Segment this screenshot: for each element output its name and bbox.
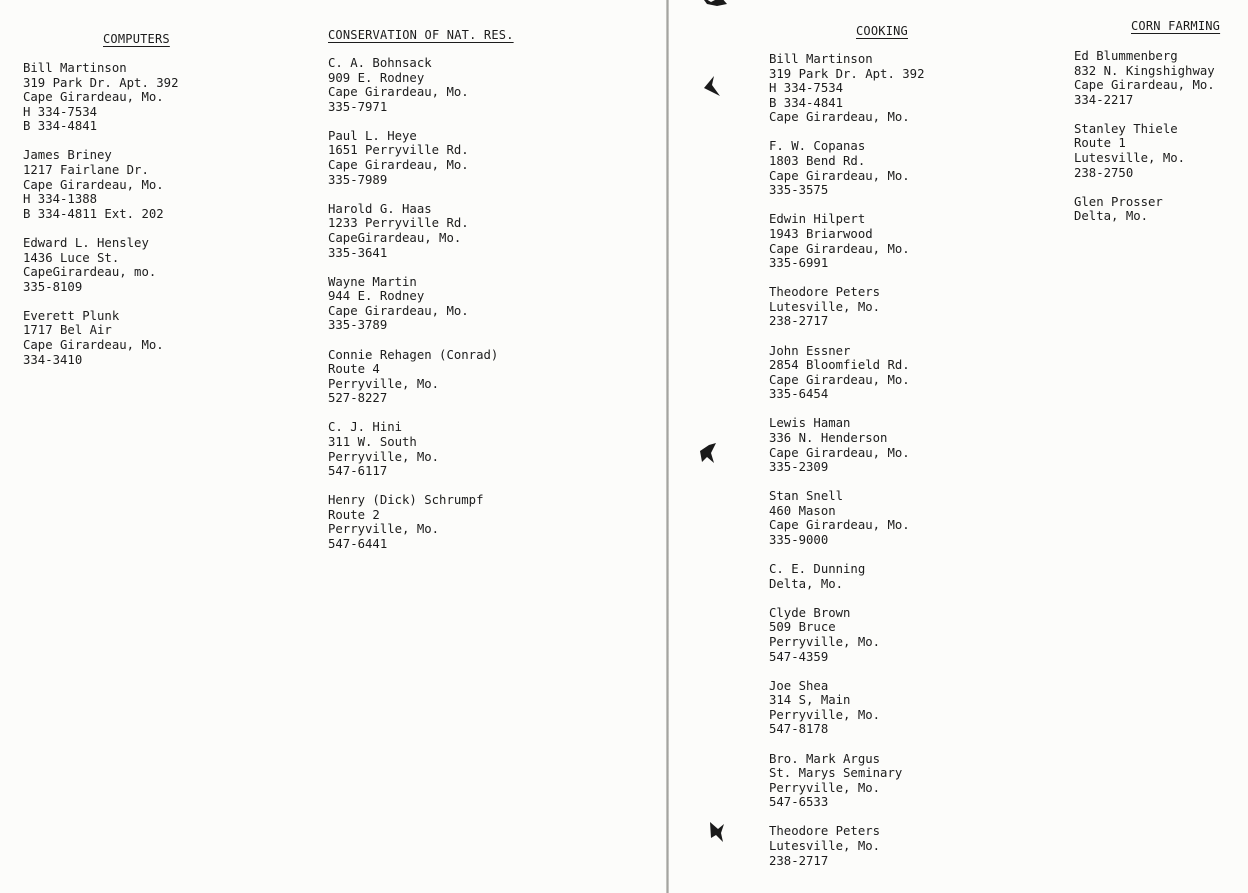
contact-name: Edwin Hilpert bbox=[769, 212, 866, 227]
contact-line: 334-2217 bbox=[1074, 92, 1134, 107]
contact-entry bbox=[769, 752, 924, 810]
contact-name: Bro. Mark Argus bbox=[769, 751, 881, 766]
contact-line: 1717 Bel Air bbox=[23, 323, 112, 338]
contact-line: Cape Girardeau, Mo. bbox=[769, 372, 910, 387]
section-heading-corn-farming: CORN FARMING bbox=[1131, 19, 1221, 33]
contact-line: Cape Girardeau, Mo. bbox=[769, 168, 910, 183]
contact-line: CapeGirardeau, Mo. bbox=[328, 230, 462, 245]
contact-line: 335-3789 bbox=[328, 318, 388, 333]
contact-name: Theodore Peters bbox=[769, 285, 881, 300]
contact-entry bbox=[23, 148, 178, 221]
contact-entry bbox=[1074, 49, 1215, 107]
contact-line: 1803 Bend Rd. bbox=[769, 154, 866, 169]
contact-line: Cape Girardeau, Mo. bbox=[23, 177, 164, 192]
corn-farming-column bbox=[1074, 49, 1215, 238]
punch-hole-icon bbox=[702, 74, 722, 98]
contact-entry bbox=[769, 344, 924, 402]
contact-name: Glen Prosser bbox=[1074, 194, 1163, 209]
contact-entry bbox=[769, 139, 924, 197]
contact-name: Everett Plunk bbox=[23, 308, 120, 323]
contact-line: 1436 Luce St. bbox=[23, 250, 120, 265]
contact-line: Perryville, Mo. bbox=[769, 635, 881, 649]
contact-line: 547-6117 bbox=[328, 464, 388, 479]
contact-line: Perryville, Mo. bbox=[328, 449, 440, 464]
contact-line: 335-2309 bbox=[769, 460, 829, 475]
contact-line: 944 E. Rodney bbox=[328, 289, 425, 304]
contact-entry bbox=[23, 236, 178, 294]
section-heading-conservation: CONSERVATION OF NAT. RES. bbox=[328, 28, 514, 42]
contact-line: Lutesville, Mo. bbox=[1074, 151, 1186, 166]
contact-name: Connie Rehagen (Conrad) bbox=[328, 347, 499, 362]
contact-line: 1217 Fairlane Dr. bbox=[23, 163, 149, 178]
contact-name: Edward L. Hensley bbox=[23, 235, 149, 250]
punch-hole-icon bbox=[699, 0, 729, 8]
contact-line: 335-9000 bbox=[769, 533, 829, 548]
contact-line: Perryville, Mo. bbox=[328, 522, 440, 537]
contact-line: CapeGirardeau, mo. bbox=[23, 265, 157, 280]
contact-line: 335-7989 bbox=[328, 172, 388, 187]
contact-line: 460 Mason bbox=[769, 503, 836, 518]
contact-line: 909 E. Rodney bbox=[328, 70, 425, 85]
contact-line: 334-3410 bbox=[23, 352, 83, 367]
contact-name: Ed Blummenberg bbox=[1074, 49, 1178, 63]
contact-line: Route 2 bbox=[328, 507, 380, 522]
contact-entry bbox=[1074, 122, 1215, 180]
contact-line: 319 Park Dr. Apt. 392 bbox=[769, 66, 925, 81]
contact-line: 238-2717 bbox=[769, 853, 829, 868]
contact-line: 509 Bruce bbox=[769, 620, 836, 635]
contact-line: Lutesville, Mo. bbox=[769, 839, 881, 854]
contact-entry bbox=[328, 202, 498, 260]
contact-entry bbox=[769, 212, 924, 270]
contact-line: Cape Girardeau, Mo. bbox=[769, 110, 910, 125]
contact-line: Route 4 bbox=[328, 362, 380, 377]
contact-line: H 334-7534 bbox=[769, 81, 844, 96]
contact-line: 335-6454 bbox=[769, 387, 829, 402]
contact-line: Cape Girardeau, Mo. bbox=[769, 518, 910, 533]
contact-name: Theodore Peters bbox=[769, 824, 881, 839]
contact-entry bbox=[769, 562, 924, 591]
contact-line: 2854 Bloomfield Rd. bbox=[769, 358, 910, 373]
contact-line: 311 W. South bbox=[328, 434, 417, 449]
contact-line: B 334-4841 bbox=[23, 119, 98, 134]
contact-entry bbox=[328, 56, 498, 114]
contact-line: 335-3641 bbox=[328, 245, 388, 260]
computers-column bbox=[23, 61, 178, 382]
contact-line: Cape Girardeau, Mo. bbox=[769, 445, 910, 460]
contact-line: 238-2750 bbox=[1074, 165, 1134, 180]
section-heading-computers: COMPUTERS bbox=[103, 32, 170, 46]
contact-name: John Essner bbox=[769, 343, 851, 358]
contact-entry bbox=[769, 52, 924, 125]
contact-line: 314 S, Main bbox=[769, 693, 851, 708]
contact-line: Perryville, Mo. bbox=[769, 707, 881, 722]
contact-line: 238-2717 bbox=[769, 314, 829, 329]
contact-entry bbox=[769, 606, 924, 664]
contact-line: Cape Girardeau, Mo. bbox=[328, 303, 469, 318]
contact-name: Bill Martinson bbox=[769, 52, 873, 66]
contact-line: 832 N. Kingshighway bbox=[1074, 63, 1215, 78]
contact-line: 1943 Briarwood bbox=[769, 226, 873, 241]
contact-name: Wayne Martin bbox=[328, 274, 417, 289]
contact-name: C. A. Bohnsack bbox=[328, 56, 432, 70]
contact-entry bbox=[769, 416, 924, 474]
contact-name: Henry (Dick) Schrumpf bbox=[328, 493, 484, 508]
contact-line: 336 N. Henderson bbox=[769, 430, 888, 445]
contact-name: Harold G. Haas bbox=[328, 201, 432, 216]
contact-line: 1233 Perryville Rd. bbox=[328, 216, 469, 231]
contact-name: Bill Martinson bbox=[23, 61, 127, 75]
contact-line: Delta, Mo. bbox=[1074, 209, 1149, 224]
cooking-column bbox=[769, 52, 924, 883]
contact-line: B 334-4811 Ext. 202 bbox=[23, 206, 164, 221]
contact-line: Cape Girardeau, Mo. bbox=[23, 90, 164, 105]
contact-entry bbox=[328, 129, 498, 187]
contact-line: Lutesville, Mo. bbox=[769, 299, 881, 314]
contact-entry bbox=[328, 420, 498, 478]
contact-name: Stanley Thiele bbox=[1074, 121, 1178, 136]
contact-line: Perryville, Mo. bbox=[769, 780, 881, 795]
contact-line: Perryville, Mo. bbox=[328, 376, 440, 391]
contact-line: Cape Girardeau, Mo. bbox=[328, 158, 469, 173]
contact-name: Stan Snell bbox=[769, 489, 844, 504]
contact-line: Delta, Mo. bbox=[769, 576, 844, 591]
contact-entry bbox=[23, 61, 178, 134]
right-page bbox=[669, 0, 1248, 893]
punch-hole-icon bbox=[699, 441, 719, 465]
contact-name: Lewis Haman bbox=[769, 416, 851, 431]
contact-name: C. J. Hini bbox=[328, 420, 403, 435]
contact-line: 335-6991 bbox=[769, 256, 829, 271]
contact-name: C. E. Dunning bbox=[769, 562, 866, 577]
contact-name: Clyde Brown bbox=[769, 605, 851, 620]
contact-name: James Briney bbox=[23, 148, 112, 163]
contact-line: B 334-4841 bbox=[769, 95, 844, 110]
contact-line: 335-3575 bbox=[769, 183, 829, 198]
contact-line: 547-6441 bbox=[328, 537, 388, 552]
contact-entry bbox=[328, 275, 498, 333]
contact-entry bbox=[1074, 195, 1215, 224]
contact-entry bbox=[769, 824, 924, 868]
contact-entry bbox=[328, 348, 498, 406]
contact-name: F. W. Copanas bbox=[769, 139, 866, 154]
contact-entry bbox=[23, 309, 178, 367]
contact-line: Cape Girardeau, Mo. bbox=[328, 85, 469, 100]
contact-entry bbox=[769, 489, 924, 547]
contact-line: H 334-1388 bbox=[23, 192, 98, 207]
contact-entry bbox=[769, 285, 924, 329]
contact-line: 1651 Perryville Rd. bbox=[328, 143, 469, 158]
contact-line: Cape Girardeau, Mo. bbox=[769, 241, 910, 256]
contact-line: 527-8227 bbox=[328, 391, 388, 406]
contact-line: 335-7971 bbox=[328, 99, 388, 114]
contact-line: Cape Girardeau, Mo. bbox=[1074, 78, 1215, 93]
contact-line: 547-8178 bbox=[769, 722, 829, 737]
contact-line: 319 Park Dr. Apt. 392 bbox=[23, 75, 179, 90]
contact-line: Cape Girardeau, Mo. bbox=[23, 338, 164, 352]
punch-hole-icon bbox=[709, 820, 729, 844]
contact-name: Joe Shea bbox=[769, 678, 829, 693]
contact-line: 547-6533 bbox=[769, 795, 829, 810]
conservation-column bbox=[328, 56, 498, 566]
contact-entry bbox=[328, 493, 498, 551]
section-heading-cooking: COOKING bbox=[856, 24, 908, 38]
contact-line: 547-4359 bbox=[769, 649, 829, 664]
contact-entry bbox=[769, 679, 924, 737]
contact-line: 335-8109 bbox=[23, 279, 83, 294]
contact-name: Paul L. Heye bbox=[328, 128, 417, 143]
contact-line: Route 1 bbox=[1074, 136, 1126, 151]
contact-line: H 334-7534 bbox=[23, 104, 98, 119]
contact-line: St. Marys Seminary bbox=[769, 766, 903, 781]
